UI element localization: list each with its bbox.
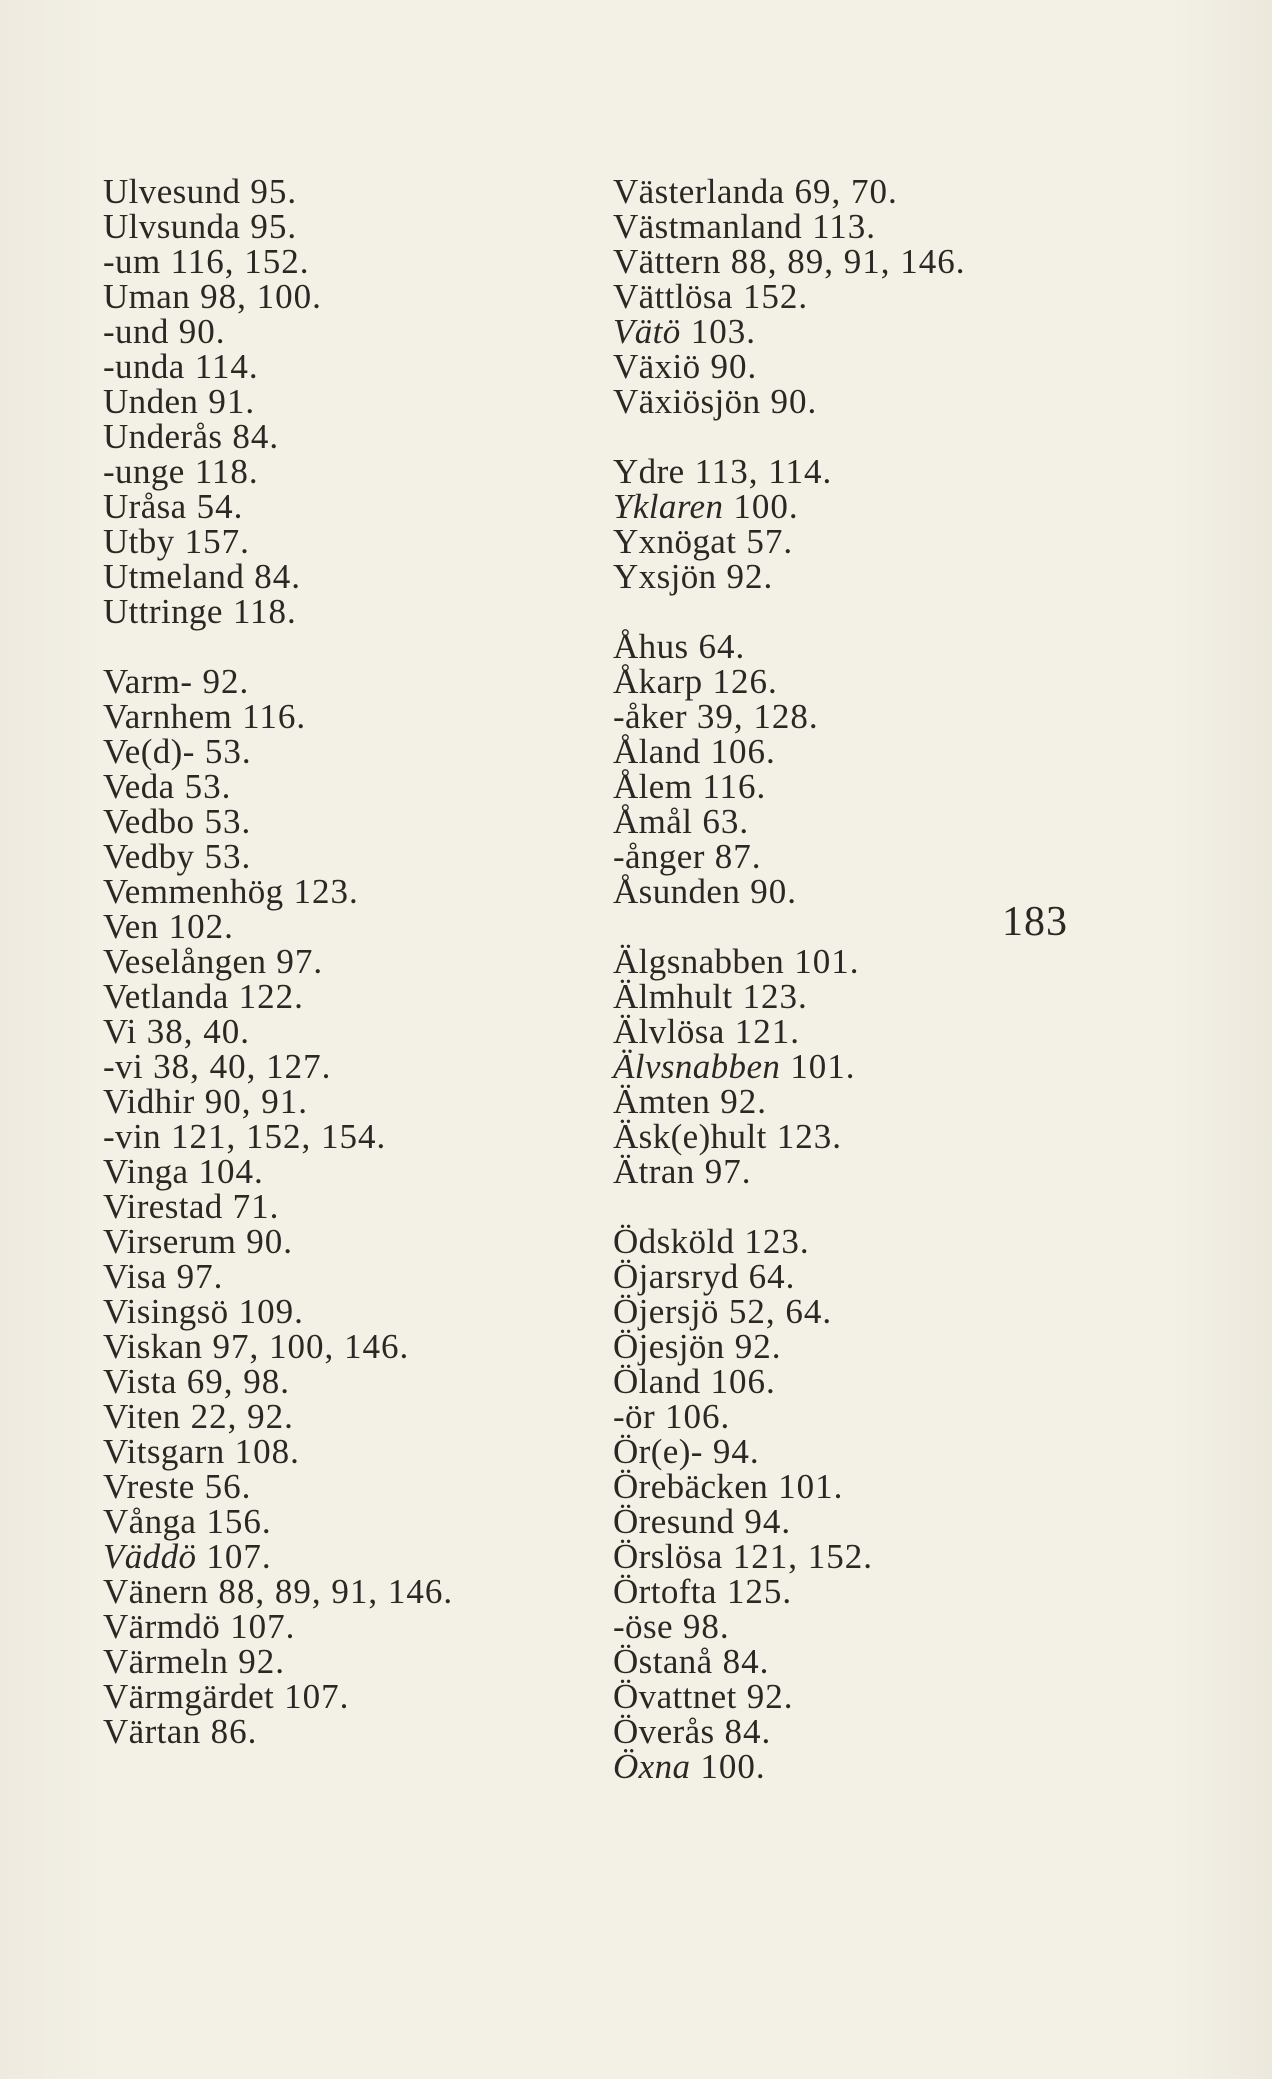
entry-page-refs: 84. xyxy=(722,1642,770,1681)
entry-name: Äsk(e)hult xyxy=(613,1117,767,1156)
index-entry xyxy=(613,1329,1173,1364)
index-entry xyxy=(613,349,1173,384)
index-entry xyxy=(103,664,563,699)
entry-name: Uråsa xyxy=(103,487,187,526)
index-entry xyxy=(103,1049,563,1084)
entry-name: Vänern xyxy=(103,1572,209,1611)
entry-name: -unda xyxy=(103,347,185,386)
entry-name: Väddö xyxy=(103,1537,197,1576)
entry-name: Uttringe xyxy=(103,592,223,631)
entry-page-refs: 92. xyxy=(720,1082,768,1121)
group-spacer xyxy=(613,419,1173,454)
entry-page-refs: 53. xyxy=(204,837,252,876)
index-entry xyxy=(103,1364,563,1399)
entry-name: Utby xyxy=(103,522,175,561)
index-entry xyxy=(613,244,1173,279)
entry-page-refs: 101. xyxy=(778,1467,844,1506)
index-entry xyxy=(103,419,563,454)
entry-page-refs: 53. xyxy=(204,732,252,771)
index-entry xyxy=(613,664,1173,699)
entry-name: Vidhir xyxy=(103,1082,195,1121)
entry-page-refs: 114. xyxy=(194,347,259,386)
index-entry xyxy=(103,909,563,944)
index-entry xyxy=(103,489,563,524)
entry-page-refs: 90, 91. xyxy=(204,1082,308,1121)
entry-name: Vinga xyxy=(103,1152,189,1191)
entry-name: Ör(e)- xyxy=(613,1432,703,1471)
entry-page-refs: 52, 64. xyxy=(728,1292,833,1331)
index-entry xyxy=(103,384,563,419)
entry-name: Åland xyxy=(613,732,701,771)
index-entry xyxy=(613,209,1173,244)
entry-page-refs: 91. xyxy=(208,382,256,421)
entry-page-refs: 97. xyxy=(704,1152,752,1191)
index-entry xyxy=(613,1049,1173,1084)
index-entry xyxy=(103,524,563,559)
entry-page-refs: 90. xyxy=(770,382,818,421)
index-column-right xyxy=(613,174,1173,1784)
index-entry xyxy=(613,839,1173,874)
entry-page-refs: 152. xyxy=(742,277,809,316)
index-entry xyxy=(613,1749,1173,1784)
entry-page-refs: 98, 100. xyxy=(200,277,322,316)
entry-page-refs: 101. xyxy=(794,942,860,981)
entry-page-refs: 88, 89, 91, 146. xyxy=(218,1572,454,1611)
entry-name: Älvlösa xyxy=(613,1012,725,1051)
entry-page-refs: 22, 92. xyxy=(190,1397,294,1436)
index-entry xyxy=(103,209,563,244)
entry-page-refs: 126. xyxy=(712,662,778,701)
entry-name: -ånger xyxy=(613,837,705,876)
index-entry xyxy=(103,979,563,1014)
entry-page-refs: 121, 152, 154. xyxy=(170,1117,387,1156)
entry-page-refs: 107. xyxy=(284,1677,350,1716)
entry-page-refs: 57. xyxy=(746,522,794,561)
entry-page-refs: 90. xyxy=(246,1222,294,1261)
index-entry xyxy=(103,1714,563,1749)
entry-page-refs: 107. xyxy=(230,1607,296,1646)
index-entry xyxy=(103,874,563,909)
entry-name: Underås xyxy=(103,417,223,456)
entry-page-refs: 90. xyxy=(178,312,226,351)
index-entry xyxy=(613,489,1173,524)
entry-name: Västmanland xyxy=(613,207,803,246)
entry-name: Åhus xyxy=(613,627,689,666)
entry-page-refs: 92. xyxy=(746,1677,794,1716)
index-entry xyxy=(613,1714,1173,1749)
index-entry xyxy=(613,1539,1173,1574)
entry-page-refs: 100. xyxy=(733,487,799,526)
index-entry xyxy=(103,594,563,629)
index-entry xyxy=(103,174,563,209)
entry-page-refs: 92. xyxy=(726,557,774,596)
entry-page-refs: 109. xyxy=(238,1292,304,1331)
entry-page-refs: 69, 98. xyxy=(186,1362,291,1401)
entry-name: Utmeland xyxy=(103,557,245,596)
entry-page-refs: 116. xyxy=(702,767,767,806)
entry-name: Ödsköld xyxy=(613,1222,735,1261)
entry-name: Älgsnabben xyxy=(613,942,785,981)
entry-page-refs: 90. xyxy=(710,347,758,386)
index-entry xyxy=(103,454,563,489)
entry-page-refs: 121. xyxy=(734,1012,800,1051)
entry-page-refs: 95. xyxy=(250,172,298,211)
entry-name: -öse xyxy=(613,1607,673,1646)
entry-name: Ydre xyxy=(613,452,685,491)
group-spacer xyxy=(613,594,1173,629)
entry-name: Uman xyxy=(103,277,191,316)
index-entry xyxy=(103,1399,563,1434)
entry-name: Älmhult xyxy=(613,977,733,1016)
entry-name: Övattnet xyxy=(613,1677,737,1716)
entry-name: -und xyxy=(103,312,169,351)
entry-page-refs: 106. xyxy=(710,732,776,771)
index-entry xyxy=(613,279,1173,314)
index-entry xyxy=(103,1084,563,1119)
index-column-left xyxy=(103,174,563,1749)
entry-name: Virserum xyxy=(103,1222,237,1261)
entry-name: Ulvsunda xyxy=(103,207,241,246)
entry-name: Ve(d)- xyxy=(103,732,195,771)
entry-page-refs: 106. xyxy=(710,1362,776,1401)
index-entry xyxy=(613,629,1173,664)
entry-page-refs: 38, 40, 127. xyxy=(153,1047,332,1086)
entry-page-refs: 123. xyxy=(742,977,808,1016)
index-entry xyxy=(613,1364,1173,1399)
entry-name: Örebäcken xyxy=(613,1467,769,1506)
index-entry xyxy=(103,1014,563,1049)
index-entry xyxy=(103,1189,563,1224)
entry-name: -vi xyxy=(103,1047,144,1086)
entry-page-refs: 86. xyxy=(210,1712,258,1751)
index-entry xyxy=(613,1259,1173,1294)
entry-page-refs: 123. xyxy=(293,872,359,911)
entry-page-refs: 118. xyxy=(232,592,297,631)
entry-page-refs: 108. xyxy=(234,1432,300,1471)
index-entry xyxy=(613,1504,1173,1539)
entry-page-refs: 113, 114. xyxy=(694,452,833,491)
entry-name: Växiö xyxy=(613,347,701,386)
entry-name: -åker xyxy=(613,697,687,736)
entry-page-refs: 101. xyxy=(790,1047,856,1086)
index-entry xyxy=(613,314,1173,349)
entry-page-refs: 88, 89, 91, 146. xyxy=(730,242,966,281)
entry-name: Vreste xyxy=(103,1467,195,1506)
entry-name: Vetlanda xyxy=(103,977,229,1016)
entry-name: -unge xyxy=(103,452,185,491)
index-entry xyxy=(103,1539,563,1574)
entry-page-refs: 94. xyxy=(744,1502,792,1541)
entry-name: -vin xyxy=(103,1117,161,1156)
entry-page-refs: 118. xyxy=(194,452,259,491)
entry-name: Öland xyxy=(613,1362,701,1401)
index-entry xyxy=(613,1154,1173,1189)
entry-name: Åmål xyxy=(613,802,693,841)
entry-name: Vättern xyxy=(613,242,721,281)
entry-name: Västerlanda xyxy=(613,172,785,211)
entry-page-refs: 53. xyxy=(184,767,232,806)
entry-page-refs: 95. xyxy=(250,207,298,246)
index-entry xyxy=(613,1469,1173,1504)
entry-name: Öjersjö xyxy=(613,1292,719,1331)
entry-page-refs: 106. xyxy=(665,1397,731,1436)
entry-page-refs: 53. xyxy=(204,802,252,841)
group-spacer xyxy=(103,629,563,664)
index-entry xyxy=(613,1084,1173,1119)
entry-page-refs: 63. xyxy=(702,802,750,841)
index-entry xyxy=(103,1574,563,1609)
index-entry xyxy=(613,559,1173,594)
entry-page-refs: 97, 100, 146. xyxy=(212,1327,410,1366)
entry-name: Östanå xyxy=(613,1642,713,1681)
entry-page-refs: 107. xyxy=(206,1537,272,1576)
index-entry xyxy=(103,1644,563,1679)
group-spacer xyxy=(613,1189,1173,1224)
index-entry xyxy=(613,874,1173,909)
entry-page-refs: 103. xyxy=(690,312,756,351)
entry-name: Öjarsryd xyxy=(613,1257,739,1296)
group-spacer xyxy=(613,909,1173,944)
index-entry xyxy=(613,769,1173,804)
entry-name: Vista xyxy=(103,1362,177,1401)
entry-name: Öxna xyxy=(613,1747,691,1786)
entry-name: Vättlösa xyxy=(613,277,733,316)
entry-page-refs: 116. xyxy=(242,697,307,736)
entry-page-refs: 156. xyxy=(206,1502,272,1541)
entry-name: -ör xyxy=(613,1397,656,1436)
index-entry xyxy=(103,804,563,839)
index-entry xyxy=(103,279,563,314)
entry-page-refs: 92. xyxy=(238,1642,285,1681)
index-entry xyxy=(613,1224,1173,1259)
entry-name: Varnhem xyxy=(103,697,233,736)
entry-name: -um xyxy=(103,242,161,281)
entry-page-refs: 121, 152. xyxy=(732,1537,873,1576)
index-entry xyxy=(103,1504,563,1539)
entry-name: Viten xyxy=(103,1397,181,1436)
entry-page-refs: 100. xyxy=(700,1747,766,1786)
index-entry xyxy=(103,1609,563,1644)
entry-name: Vemmenhög xyxy=(103,872,284,911)
index-entry xyxy=(103,314,563,349)
index-entry xyxy=(103,699,563,734)
entry-page-refs: 39, 128. xyxy=(696,697,819,736)
index-entry xyxy=(103,1329,563,1364)
index-entry xyxy=(613,1014,1173,1049)
index-entry xyxy=(613,1119,1173,1154)
entry-name: Värmeln xyxy=(103,1642,229,1681)
entry-name: Vi xyxy=(103,1012,137,1051)
entry-name: Åkarp xyxy=(613,662,703,701)
entry-page-refs: 84. xyxy=(232,417,280,456)
entry-name: Värtan xyxy=(103,1712,201,1751)
entry-page-refs: 54. xyxy=(196,487,244,526)
index-entry xyxy=(613,1644,1173,1679)
index-entry xyxy=(103,1224,563,1259)
entry-name: Ulvesund xyxy=(103,172,241,211)
entry-page-refs: 122. xyxy=(238,977,304,1016)
entry-name: Växiösjön xyxy=(613,382,761,421)
index-entry xyxy=(103,769,563,804)
entry-page-refs: 123. xyxy=(776,1117,842,1156)
entry-page-refs: 56. xyxy=(204,1467,252,1506)
entry-name: Yklaren xyxy=(613,487,724,526)
entry-name: Visingsö xyxy=(103,1292,229,1331)
entry-page-refs: 64. xyxy=(698,627,746,666)
index-entry xyxy=(613,944,1173,979)
entry-name: Värmgärdet xyxy=(103,1677,275,1716)
entry-page-refs: 92. xyxy=(202,662,250,701)
entry-name: Vedby xyxy=(103,837,195,876)
index-entry xyxy=(103,734,563,769)
entry-name: Ämten xyxy=(613,1082,711,1121)
entry-page-refs: 125. xyxy=(726,1572,793,1611)
entry-name: Vånga xyxy=(103,1502,197,1541)
entry-name: Ven xyxy=(103,907,159,946)
entry-name: Vätö xyxy=(613,312,681,351)
index-entry xyxy=(103,244,563,279)
index-entry xyxy=(103,839,563,874)
entry-page-refs: 102. xyxy=(168,907,234,946)
entry-page-refs: 69, 70. xyxy=(794,172,898,211)
entry-page-refs: 84. xyxy=(724,1712,772,1751)
entry-page-refs: 38, 40. xyxy=(146,1012,250,1051)
entry-name: Ätran xyxy=(613,1152,695,1191)
entry-page-refs: 98. xyxy=(682,1607,730,1646)
entry-name: Visa xyxy=(103,1257,167,1296)
entry-name: Öjesjön xyxy=(613,1327,725,1366)
entry-name: Älvsnabben xyxy=(613,1047,781,1086)
entry-name: Viskan xyxy=(103,1327,203,1366)
index-entry xyxy=(103,1259,563,1294)
index-entry xyxy=(613,1294,1173,1329)
index-entry xyxy=(103,1434,563,1469)
entry-page-refs: 84. xyxy=(254,557,301,596)
index-entry xyxy=(103,1119,563,1154)
index-entry xyxy=(103,944,563,979)
index-entry xyxy=(103,1154,563,1189)
index-entry xyxy=(613,454,1173,489)
index-entry xyxy=(613,1434,1173,1469)
index-entry xyxy=(103,559,563,594)
index-entry xyxy=(613,734,1173,769)
entry-name: Överås xyxy=(613,1712,715,1751)
entry-page-refs: 97. xyxy=(276,942,324,981)
entry-page-refs: 87. xyxy=(714,837,762,876)
index-entry xyxy=(103,1294,563,1329)
entry-page-refs: 64. xyxy=(748,1257,796,1296)
entry-page-refs: 94. xyxy=(712,1432,760,1471)
index-entry xyxy=(613,1609,1173,1644)
index-entry xyxy=(613,174,1173,209)
entry-name: Vitsgarn xyxy=(103,1432,225,1471)
entry-name: Virestad xyxy=(103,1187,223,1226)
entry-page-refs: 97. xyxy=(176,1257,224,1296)
entry-page-refs: 123. xyxy=(744,1222,810,1261)
entry-name: Åsunden xyxy=(613,872,741,911)
entry-name: Veselången xyxy=(103,942,267,981)
entry-page-refs: 92. xyxy=(734,1327,782,1366)
index-entry xyxy=(613,699,1173,734)
index-entry xyxy=(613,1679,1173,1714)
entry-name: Örslösa xyxy=(613,1537,723,1576)
index-entry xyxy=(103,1679,563,1714)
entry-name: Unden xyxy=(103,382,199,421)
entry-page-refs: 104. xyxy=(198,1152,264,1191)
entry-name: Vedbo xyxy=(103,802,195,841)
index-entry xyxy=(103,1469,563,1504)
index-entry xyxy=(613,1399,1173,1434)
entry-name: Veda xyxy=(103,767,175,806)
index-entry xyxy=(613,979,1173,1014)
index-entry xyxy=(613,524,1173,559)
entry-page-refs: 113. xyxy=(812,207,877,246)
page-number: 183 xyxy=(1002,899,1068,945)
entry-page-refs: 157. xyxy=(184,522,250,561)
entry-name: Varm- xyxy=(103,662,193,701)
index-entry xyxy=(613,1574,1173,1609)
entry-page-refs: 116, 152. xyxy=(170,242,310,281)
entry-page-refs: 90. xyxy=(750,872,797,911)
index-entry xyxy=(613,384,1173,419)
entry-name: Öresund xyxy=(613,1502,735,1541)
index-entry xyxy=(103,349,563,384)
entry-page-refs: 71. xyxy=(232,1187,280,1226)
entry-name: Värmdö xyxy=(103,1607,221,1646)
entry-name: Yxnögat xyxy=(613,522,737,561)
entry-name: Ålem xyxy=(613,767,693,806)
entry-name: Örtofta xyxy=(613,1572,717,1611)
entry-name: Yxsjön xyxy=(613,557,717,596)
index-entry xyxy=(613,804,1173,839)
